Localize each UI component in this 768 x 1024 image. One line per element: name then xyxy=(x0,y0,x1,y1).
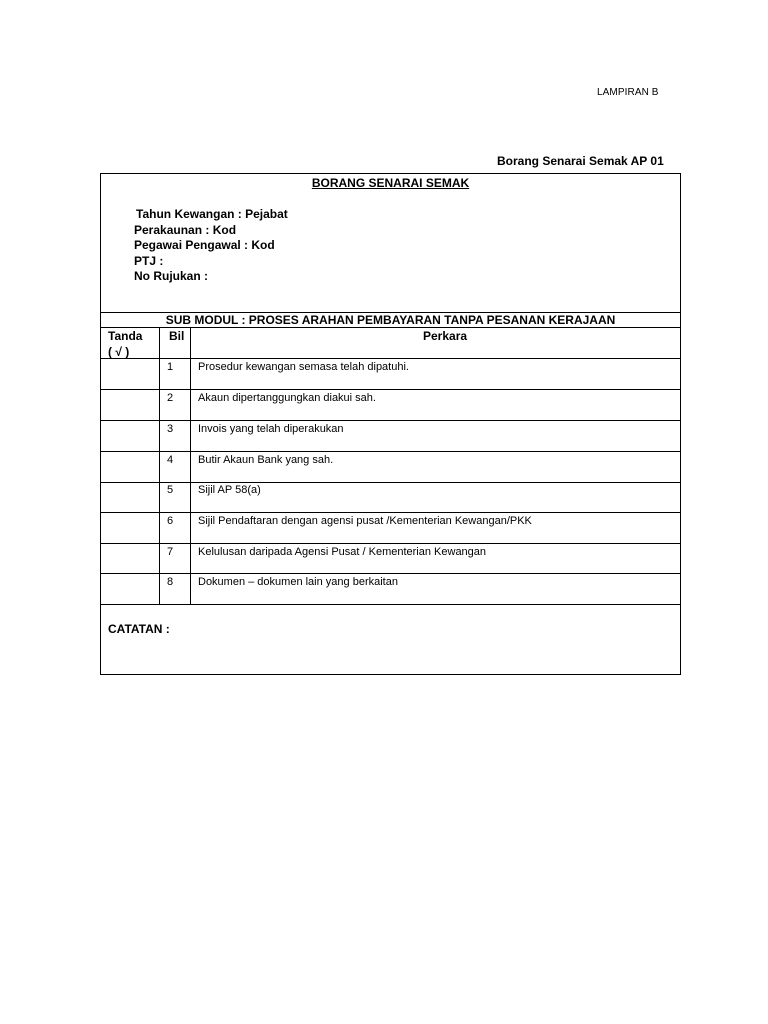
row-divider xyxy=(101,573,680,574)
column-header-tanda-mark: ( √ ) xyxy=(108,345,130,359)
column-divider xyxy=(190,327,191,604)
row-perkara: Dokumen – dokumen lain yang berkaitan xyxy=(198,576,398,588)
row-divider xyxy=(101,543,680,544)
row-perkara: Butir Akaun Bank yang sah. xyxy=(198,454,334,466)
row-divider xyxy=(101,604,680,605)
row-bil: 2 xyxy=(167,392,174,404)
column-header-perkara: Perkara xyxy=(423,329,468,343)
field-tahun-kewangan: Tahun Kewangan : Pejabat xyxy=(136,207,288,221)
row-divider xyxy=(101,420,680,421)
row-bil: 5 xyxy=(167,484,174,496)
row-divider xyxy=(101,358,680,359)
row-perkara: Sijil Pendaftaran dengan agensi pusat /Kementerian Kewangan/PKK xyxy=(198,515,532,527)
row-bil: 7 xyxy=(167,546,174,558)
row-bil: 8 xyxy=(167,576,174,588)
column-header-bil: Bil xyxy=(169,329,185,343)
submodule-title: SUB MODUL : PROSES ARAHAN PEMBAYARAN TANPA PESANAN KERAJAAN xyxy=(165,313,616,327)
checklist-form xyxy=(100,173,681,675)
field-ptj: PTJ : xyxy=(134,253,164,268)
row-perkara: Sijil AP 58(a) xyxy=(198,484,261,496)
attachment-label: LAMPIRAN B xyxy=(597,87,659,98)
field-no-rujukan: No Rujukan : xyxy=(134,269,208,283)
column-divider xyxy=(159,327,160,604)
field-pegawai-pengawal: Pegawai Pengawal : Kod xyxy=(134,238,275,252)
row-perkara: Prosedur kewangan semasa telah dipatuhi. xyxy=(198,361,409,373)
field-perakaunan: Perakaunan : Kod xyxy=(134,222,237,237)
form-code: Borang Senarai Semak AP 01 xyxy=(497,154,664,168)
row-perkara: Invois yang telah diperakukan xyxy=(198,423,344,435)
form-title: BORANG SENARAI SEMAK xyxy=(311,176,470,190)
row-bil: 3 xyxy=(167,423,174,435)
column-header-tanda: Tanda xyxy=(108,329,143,343)
row-bil: 1 xyxy=(167,361,174,373)
row-divider xyxy=(101,451,680,452)
row-bil: 6 xyxy=(167,515,174,527)
row-divider xyxy=(101,482,680,483)
row-perkara: Kelulusan daripada Agensi Pusat / Kementerian Kewangan xyxy=(198,546,487,558)
notes-label: CATATAN : xyxy=(108,622,170,636)
row-bil: 4 xyxy=(167,454,174,466)
row-divider xyxy=(101,512,680,513)
form-fields xyxy=(134,207,288,285)
row-divider xyxy=(101,389,680,390)
row-perkara: Akaun dipertanggungkan diakui sah. xyxy=(198,392,376,404)
divider xyxy=(101,327,680,328)
